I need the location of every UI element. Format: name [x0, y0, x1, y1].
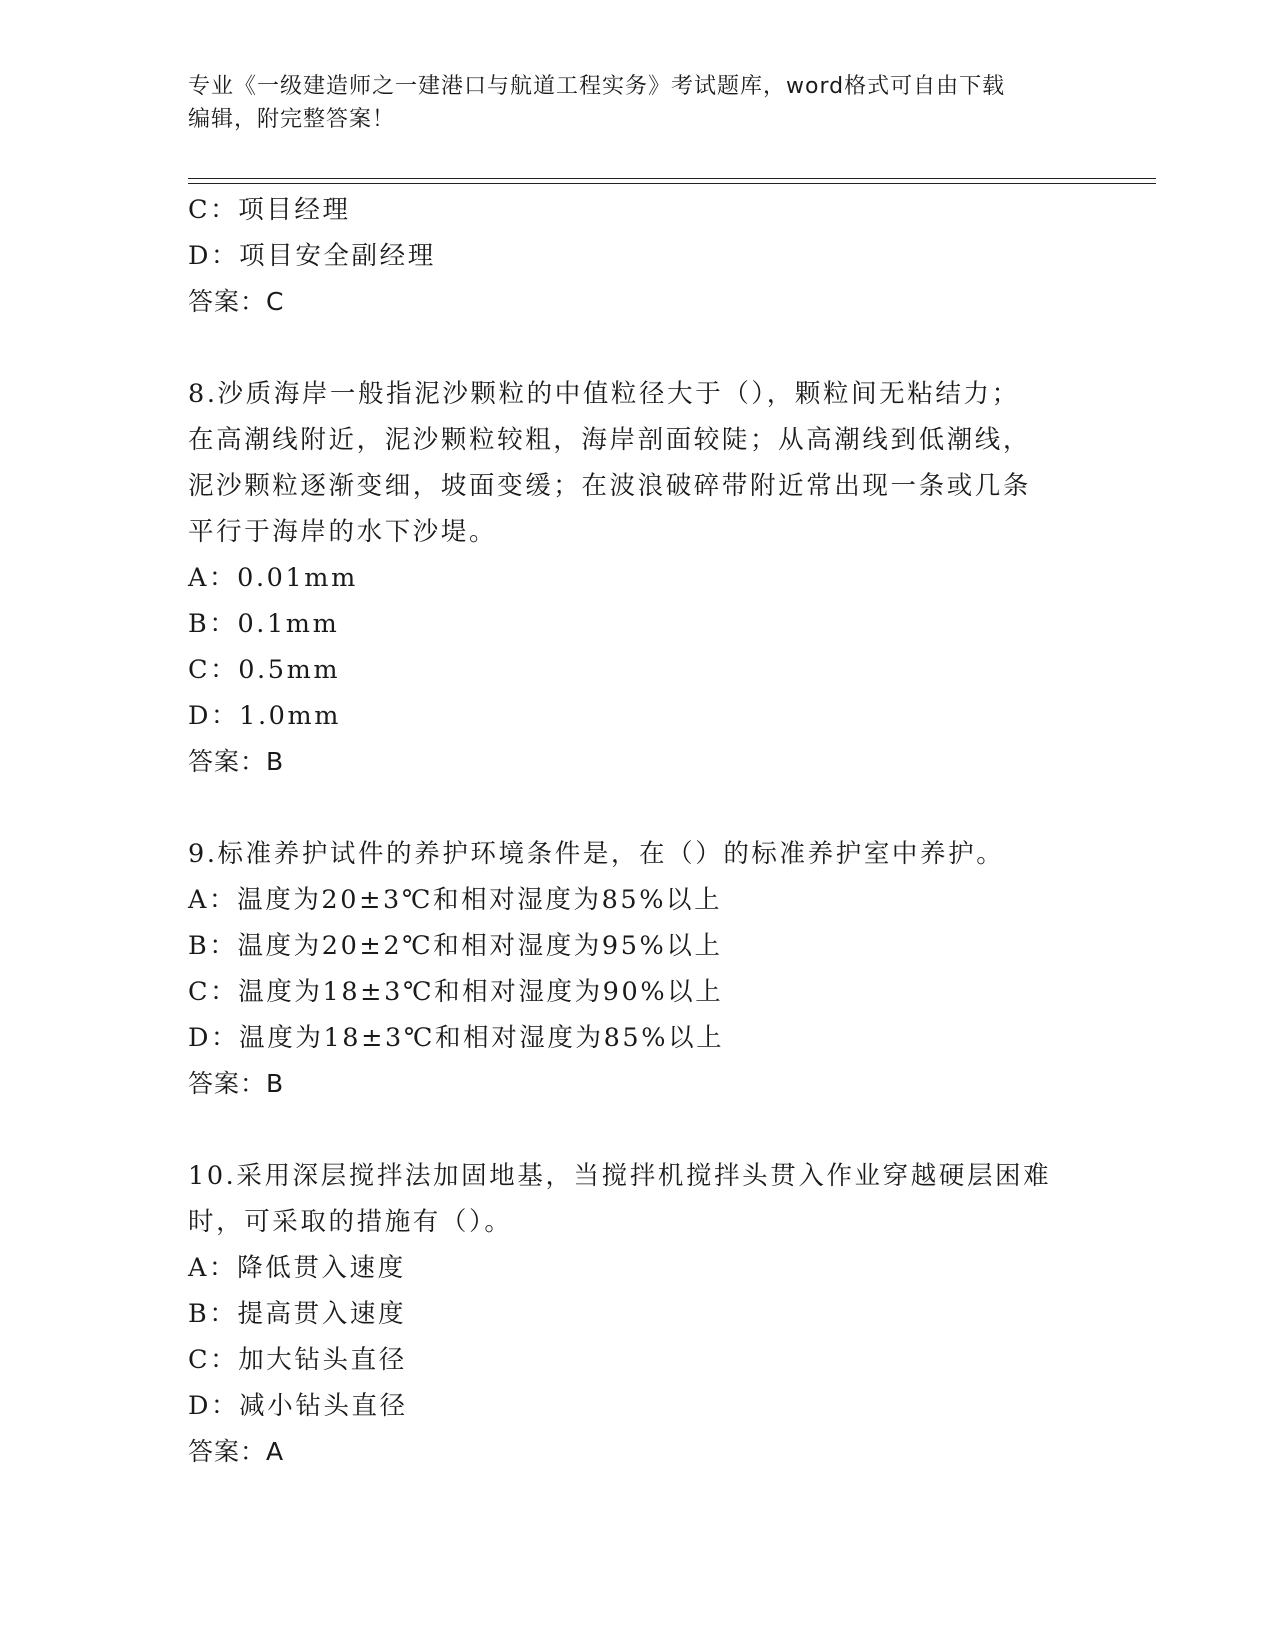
option-b: B：提高贯入速度 [188, 1299, 407, 1329]
option-d: D：温度为18±3℃和相对湿度为85%以上 [188, 1023, 725, 1053]
stem-line: 泥沙颗粒逐渐变细，坡面变缓；在波浪破碎带附近常出现一条或几条 [188, 471, 1032, 501]
option-b: B：0.1mm [188, 609, 340, 639]
question-9 [188, 831, 1118, 1107]
stem-line: 平行于海岸的水下沙堤。 [188, 517, 498, 547]
question-10 [188, 1153, 1118, 1475]
question-7-tail [188, 187, 1118, 325]
option-c: C：0.5mm [188, 655, 341, 685]
question-8 [188, 371, 1118, 785]
option-a: A：温度为20±3℃和相对湿度为85%以上 [188, 885, 723, 915]
spacer [188, 325, 1118, 371]
header-line-1: 专业《一级建造师之一建港口与航道工程实务》考试题库，word格式可自由下载 [188, 74, 1006, 99]
spacer [188, 1107, 1118, 1153]
option-d: D：1.0mm [188, 701, 342, 731]
answer: 答案：A [188, 1437, 285, 1466]
header-divider-bottom [188, 183, 1156, 184]
option-d: D：项目安全副经理 [188, 241, 436, 271]
stem-line: 10.采用深层搅拌法加固地基，当搅拌机搅拌头贯入作业穿越硬层困难 [188, 1161, 1052, 1191]
answer: 答案：C [188, 287, 285, 316]
document-header [188, 70, 1088, 136]
header-line-2: 编辑，附完整答案！ [188, 107, 396, 132]
header-divider-top [188, 178, 1156, 179]
spacer [188, 785, 1118, 831]
option-c: C：加大钻头直径 [188, 1345, 407, 1375]
stem-line: 时，可采取的措施有（）。 [188, 1207, 513, 1237]
answer: 答案：B [188, 1069, 285, 1098]
option-a: A：降低贯入速度 [188, 1253, 406, 1283]
stem-line: 在高潮线附近，泥沙颗粒较粗，海岸剖面较陡；从高潮线到低潮线， [188, 425, 1032, 455]
question-stem [188, 1153, 1118, 1245]
option-c: C：温度为18±3℃和相对湿度为90%以上 [188, 977, 724, 1007]
question-list [188, 187, 1118, 1475]
option-c: C：项目经理 [188, 195, 351, 225]
stem-line: 9.标准养护试件的养护环境条件是，在（）的标准养护室中养护。 [188, 839, 1005, 869]
question-stem [188, 371, 1118, 555]
stem-line: 8.沙质海岸一般指泥沙颗粒的中值粒径大于（），颗粒间无粘结力； [188, 379, 1020, 409]
option-a: A：0.01mm [188, 563, 358, 593]
answer: 答案：B [188, 747, 285, 776]
option-d: D：减小钻头直径 [188, 1391, 408, 1421]
question-stem [188, 831, 1118, 877]
option-b: B：温度为20±2℃和相对湿度为95%以上 [188, 931, 723, 961]
